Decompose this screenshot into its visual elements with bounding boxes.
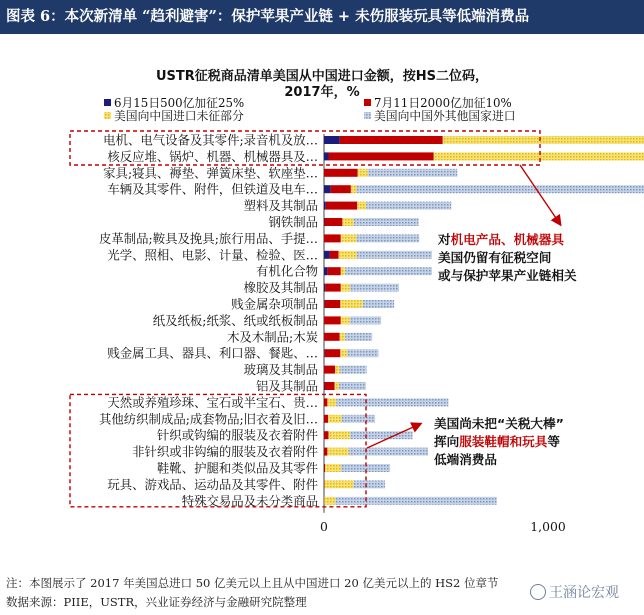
bar-segment-0 <box>324 185 331 193</box>
wechat-icon <box>530 584 546 600</box>
annotation-2-line3: 低端消费品 <box>434 452 497 467</box>
bar-segment-3 <box>366 202 451 210</box>
bar-segment-2 <box>340 333 346 341</box>
bar-segment-1 <box>324 218 342 226</box>
bar-segment-3 <box>340 366 367 374</box>
bar-segment-2 <box>339 251 357 259</box>
bar-segment-0 <box>324 267 327 275</box>
legend-label-2: 美国向中国进口未征部分 <box>114 109 244 123</box>
bar-segment-2 <box>351 185 357 193</box>
category-label: 特殊交易品及未分类商品 <box>181 493 318 509</box>
bar-segment-2 <box>327 448 348 456</box>
bar-segment-3 <box>339 382 366 390</box>
footer-source: 数据来源：PIIE，USTR，兴业证券经济与金融研究院整理 <box>6 595 307 609</box>
bar-segment-1 <box>328 152 433 160</box>
bar-segment-1 <box>324 316 341 324</box>
annotation-2-line1: 美国尚未把“关税大棒” <box>434 416 564 431</box>
chart-title-line2: 2017年，% <box>284 85 360 100</box>
bar-segment-1 <box>324 415 328 423</box>
legend-swatch-2 <box>104 112 111 119</box>
bar-segment-3 <box>354 480 385 488</box>
category-label: 其他纺织制成品;成套物品;旧衣着及旧… <box>99 411 318 427</box>
bar-segment-3 <box>345 333 372 341</box>
category-label: 纸及纸板;纸浆、纸或纸板制品 <box>152 312 318 328</box>
legend-swatch-3 <box>364 112 371 119</box>
arrow-electrical <box>520 165 560 224</box>
bar-segment-1 <box>324 398 327 406</box>
bar-segment-2 <box>328 415 341 423</box>
watermark <box>526 582 623 602</box>
category-label: 车辆及其零件、附件，但铁道及电车… <box>107 181 318 197</box>
bar-segment-1 <box>324 169 358 177</box>
bar-segment-1 <box>325 284 341 292</box>
bar-segment-3 <box>363 300 394 308</box>
bar-segment-2 <box>357 202 366 210</box>
chart-title-line1: USTR征税商品清单美国从中国进口金额，按HS二位码， <box>155 69 489 84</box>
legend-label-0: 6月15日500亿加征25% <box>114 96 245 110</box>
bar-segment-1 <box>330 251 339 259</box>
figure-header: 图表 6：本次新清单 “趋利避害”：保护苹果产业链 + 未伤服装玩具等低端消费品 <box>0 0 644 34</box>
bar-segment-3 <box>336 398 448 406</box>
annotation-2-line2: 挥向服装鞋帽和玩具等 <box>434 434 560 449</box>
bar-segment-1 <box>324 464 325 472</box>
bar-segment-2 <box>325 464 341 472</box>
bar-segment-0 <box>324 300 325 308</box>
bar-segment-2 <box>341 267 345 275</box>
category-label: 天然或养殖珍珠、宝石或半宝石、贵… <box>107 394 318 410</box>
category-label: 电机、电气设备及其零件;录音机及放… <box>103 132 318 148</box>
bar-segment-1 <box>340 136 443 144</box>
bar-segment-2 <box>341 316 350 324</box>
bar-segment-1 <box>331 185 351 193</box>
annotation-1-line3: 或与保护苹果产业链相关 <box>438 268 577 283</box>
footer-note: 注：本图展示了 2017 年美国总进口 50 亿美元以上且从中国进口 20 亿美元以上的 HS2 位章节 <box>6 576 499 590</box>
category-label: 光学、照相、电影、计量、检验、医… <box>107 247 318 263</box>
bar-segment-2 <box>335 382 339 390</box>
category-label: 铝及其制品 <box>256 378 318 394</box>
category-label: 塑料及其制品 <box>243 198 318 214</box>
category-label: 家具;寝具、褥垫、弹簧床垫、软座垫… <box>103 165 318 181</box>
bar-segment-0 <box>324 349 325 357</box>
legend-label-3: 美国向中国外其他国家进口 <box>374 109 516 123</box>
bar-segment-0 <box>324 152 328 160</box>
bar-segment-0 <box>324 284 325 292</box>
bar-segment-3 <box>368 169 458 177</box>
category-label: 玻璃及其制品 <box>243 362 318 378</box>
bar-segment-1 <box>325 349 341 357</box>
bar-segment-3 <box>354 218 419 226</box>
bar-segment-3 <box>345 267 439 275</box>
bar-segment-2 <box>358 169 368 177</box>
bar-segment-1 <box>327 267 340 275</box>
bar-segment-1 <box>324 366 335 374</box>
category-label: 鞋靴、护腿和类似品及其零件 <box>156 460 318 476</box>
category-labels <box>99 133 318 509</box>
bar-segment-3 <box>347 349 378 357</box>
bar-segment-2 <box>341 234 357 242</box>
bar-segment-3 <box>341 415 375 423</box>
bar-segment-2 <box>434 152 644 160</box>
bar-segment-1 <box>324 448 327 456</box>
legend-swatch-1 <box>364 99 371 106</box>
bar-segment-3 <box>350 284 399 292</box>
bar-segment-2 <box>324 497 335 505</box>
bar-segment-2 <box>340 300 362 308</box>
bar-segment-3 <box>356 234 419 242</box>
category-label: 有机化合物 <box>256 263 318 279</box>
category-label: 木及木制品;木炭 <box>227 329 318 345</box>
watermark-text: 王涵论宏观 <box>549 585 619 601</box>
bar-segment-0 <box>324 136 340 144</box>
bar-segment-1 <box>324 382 334 390</box>
bar-segment-0 <box>324 202 326 210</box>
category-label: 贱金属工具、器具、利口器、餐匙、… <box>107 345 318 361</box>
bar-segment-1 <box>324 431 328 439</box>
x-tick-label: 0 <box>320 518 328 534</box>
bar-segment-2 <box>324 480 353 488</box>
bar-segment-2 <box>443 136 644 144</box>
bar-segment-2 <box>340 349 347 357</box>
bar-segment-2 <box>328 431 349 439</box>
x-axis-ticks <box>320 519 644 534</box>
x-tick-label: 1,000 <box>530 518 566 534</box>
category-label: 非针织或非钩编的服装及衣着附件 <box>132 444 318 460</box>
bar-segment-1 <box>326 202 357 210</box>
bar-segment-3 <box>335 497 496 505</box>
bar-segment-2 <box>335 366 339 374</box>
legend-swatch-0 <box>104 99 111 106</box>
bar-segment-3 <box>356 185 644 193</box>
bar-segment-2 <box>342 218 353 226</box>
category-label: 钢铁制品 <box>268 214 318 230</box>
bar-segment-0 <box>324 251 330 259</box>
annotation-1-line2: 美国仍留有征税空间 <box>438 250 552 265</box>
category-label: 贱金属杂项制品 <box>231 296 318 312</box>
category-label: 针织或钩编的服装及衣着附件 <box>156 427 318 443</box>
legend <box>104 96 516 123</box>
bar-segment-1 <box>325 300 341 308</box>
category-label: 皮革制品;鞍具及挽具;旅行用品、手提… <box>99 230 318 246</box>
bar-segment-1 <box>324 234 341 242</box>
bar-segment-2 <box>341 284 350 292</box>
bar-segment-3 <box>350 316 381 324</box>
bar-segment-2 <box>327 398 336 406</box>
category-label: 橡胶及其制品 <box>243 280 318 296</box>
category-label: 核反应堆、锅炉、机器、机械器具及… <box>107 148 318 164</box>
bar-segment-1 <box>324 333 340 341</box>
annotations <box>367 165 622 472</box>
annotation-1-line1: 对机电产品、机械器具 <box>438 232 564 247</box>
category-label: 玩具、游戏品、运动品及其零件、附件 <box>107 476 318 492</box>
bar-chart <box>0 38 644 573</box>
bar-segment-3 <box>349 448 439 456</box>
legend-label-1: 7月11日2000亿加征10% <box>374 96 512 110</box>
